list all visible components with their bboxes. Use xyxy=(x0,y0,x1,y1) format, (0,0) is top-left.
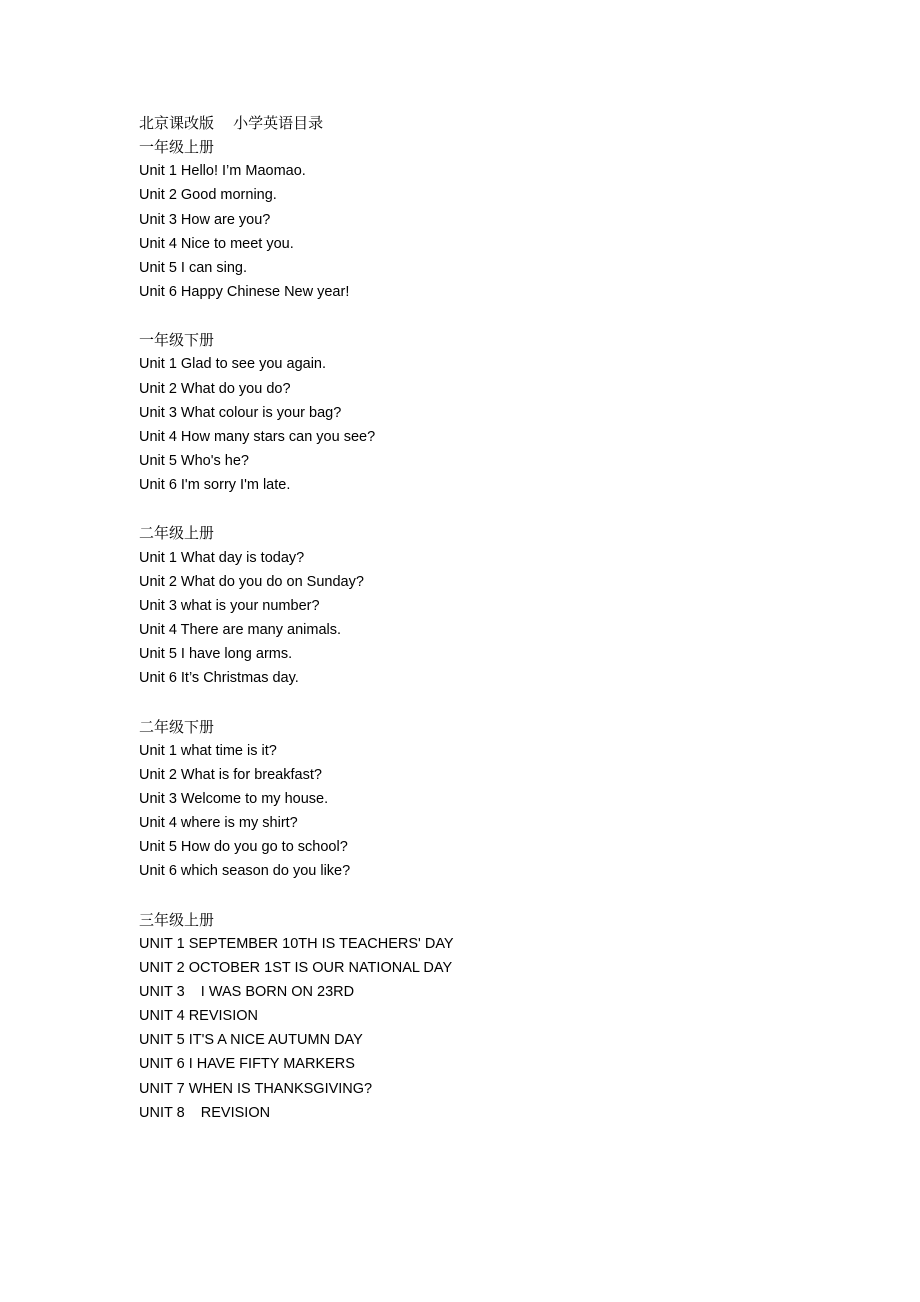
unit-line: UNIT 8 REVISION xyxy=(139,1104,271,1121)
unit-line: Unit 4 where is my shirt? xyxy=(139,815,298,832)
unit-line: UNIT 2 OCTOBER 1ST IS OUR NATIONAL DAY xyxy=(139,959,453,976)
section-spacer xyxy=(139,884,839,908)
unit-line: UNIT 1 SEPTEMBER 10TH IS TEACHERS' DAY xyxy=(139,935,454,952)
unit-line: Unit 6 which season do you like? xyxy=(139,863,351,880)
unit-line: Unit 2 What do you do? xyxy=(139,380,291,397)
section-spacer xyxy=(139,304,839,328)
unit-line: UNIT 7 WHEN IS THANKSGIVING? xyxy=(139,1080,373,1097)
unit-line: UNIT 6 I HAVE FIFTY MARKERS xyxy=(139,1056,355,1073)
section-heading: 三年级上册 xyxy=(139,910,215,929)
unit-line: UNIT 5 IT'S A NICE AUTUMN DAY xyxy=(139,1032,363,1049)
unit-line: Unit 1 What day is today? xyxy=(139,549,305,566)
unit-line: Unit 3 Welcome to my house. xyxy=(139,790,329,807)
section-heading: 二年级下册 xyxy=(139,717,215,736)
unit-line: Unit 4 Nice to meet you. xyxy=(139,235,294,252)
unit-line: Unit 5 I can sing. xyxy=(139,259,247,276)
unit-line: Unit 6 Happy Chinese New year! xyxy=(139,283,350,300)
unit-line: Unit 2 Good morning. xyxy=(139,187,277,204)
unit-line: Unit 3 How are you? xyxy=(139,211,271,228)
section-spacer xyxy=(139,690,839,714)
unit-line: Unit 6 I'm sorry I'm late. xyxy=(139,477,291,494)
unit-line: Unit 4 There are many animals. xyxy=(139,621,342,638)
unit-line: Unit 3 what is your number? xyxy=(139,597,320,614)
unit-line: Unit 2 What do you do on Sunday? xyxy=(139,573,364,590)
unit-line: Unit 6 It’s Christmas day. xyxy=(139,670,299,687)
section-spacer xyxy=(139,497,839,521)
unit-line: Unit 5 How do you go to school? xyxy=(139,839,348,856)
unit-line: UNIT 4 REVISION xyxy=(139,1008,258,1025)
unit-line: Unit 4 How many stars can you see? xyxy=(139,428,376,445)
document-page xyxy=(139,111,839,1125)
unit-line: Unit 3 What colour is your bag? xyxy=(139,404,342,421)
document-title: 北京课改版 小学英语目录 xyxy=(139,114,324,132)
unit-line: Unit 1 Glad to see you again. xyxy=(139,356,327,373)
unit-line: UNIT 3 I WAS BORN ON 23RD xyxy=(139,984,355,1001)
section-heading: 一年级上册 xyxy=(139,138,215,157)
unit-line: Unit 1 Hello! I’m Maomao. xyxy=(139,163,306,180)
unit-line: Unit 1 what time is it? xyxy=(139,742,277,759)
unit-line: Unit 2 What is for breakfast? xyxy=(139,766,322,783)
unit-line: Unit 5 I have long arms. xyxy=(139,646,293,663)
section-heading: 一年级下册 xyxy=(139,331,215,350)
unit-line: Unit 5 Who's he? xyxy=(139,452,249,469)
section-heading: 二年级上册 xyxy=(139,524,215,543)
